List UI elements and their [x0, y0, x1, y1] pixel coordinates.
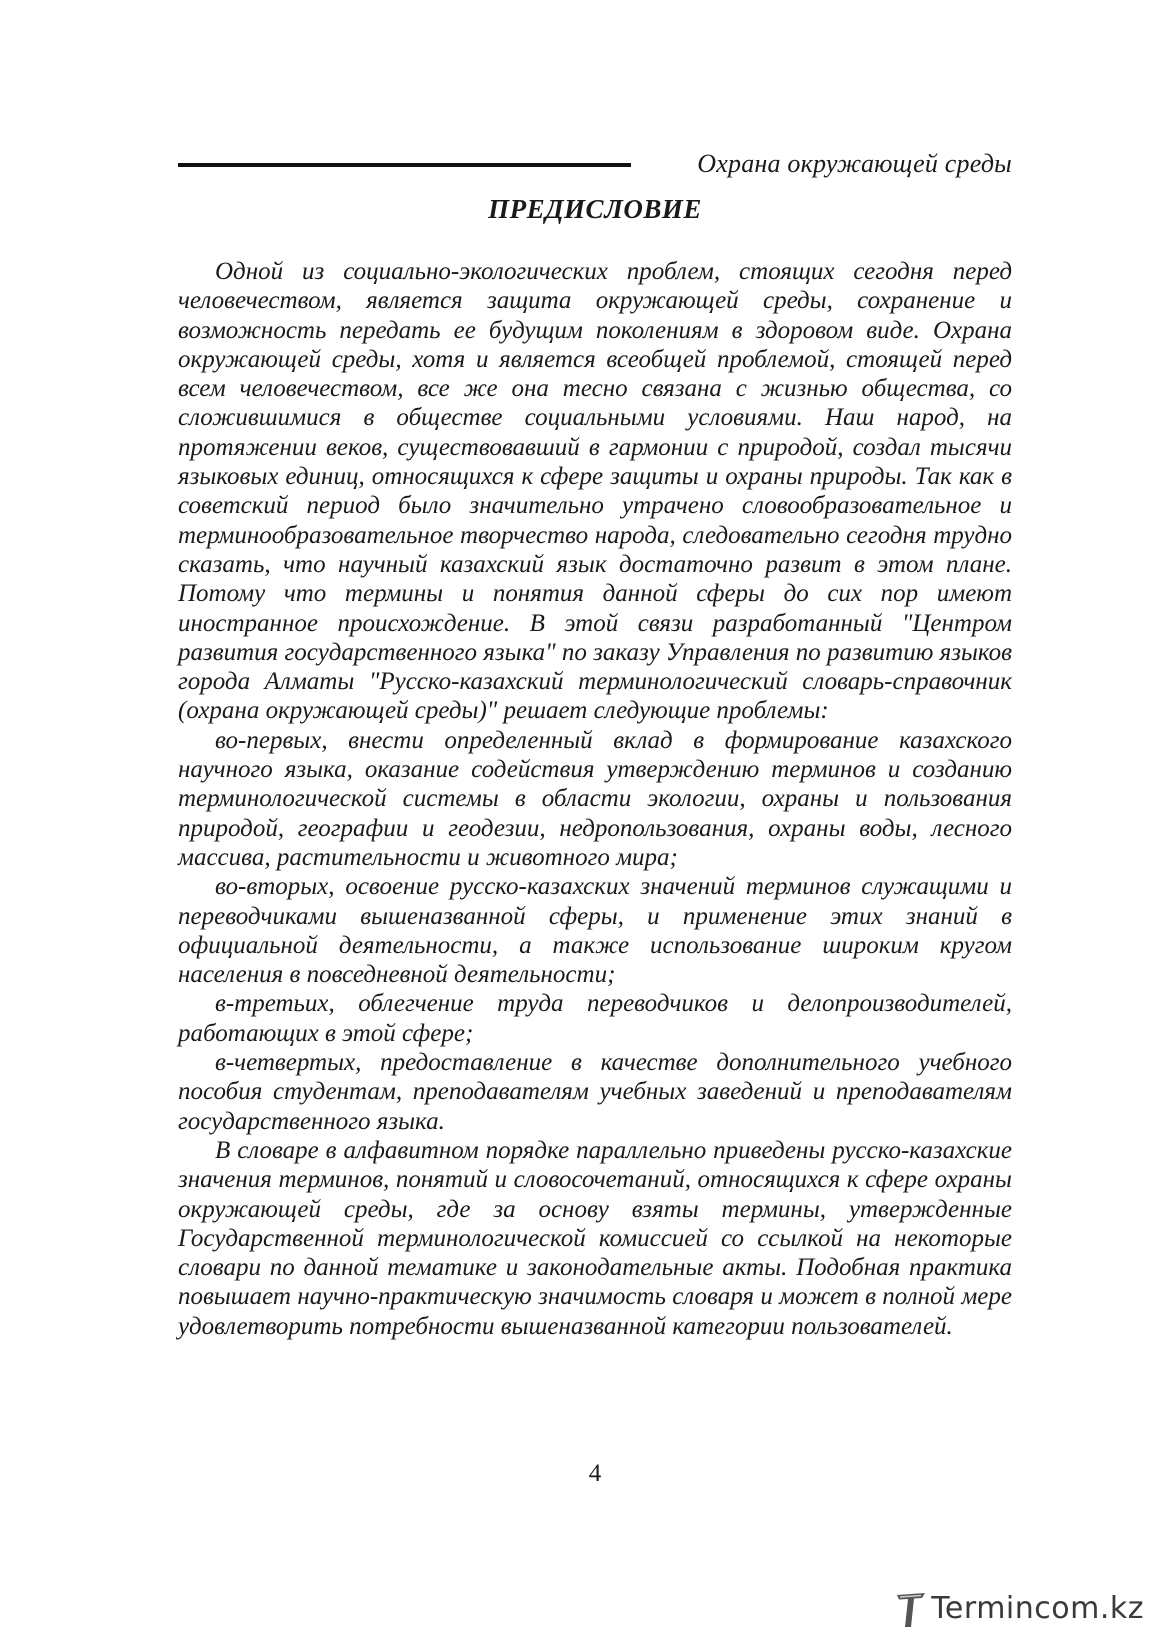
running-header: [178, 146, 1012, 182]
running-title: Охрана окружающей среды: [697, 149, 1012, 178]
header-rule: [178, 163, 631, 167]
paragraph-first: во-первых, внести определенный вклад в формирование казахского научного языка, оказание содействия утверждению терминов и созданию терминологической системы в области экологии, охраны и пользования природой, географии и геодезии, недропользования, охраны воды, лесного массива, растительности и животного мира;: [178, 726, 1012, 871]
watermark: [895, 1583, 1144, 1629]
watermark-text: Termincom.kz: [931, 1591, 1144, 1626]
body-text: [178, 257, 1012, 1341]
paragraph-intro: Одной из социально-экологических проблем, стоящих сегодня перед человечеством, является защита окружающей среды, сохранение и возможность передать ее будущим поколениям в здоровом виде. Охрана окружающей среды, хотя и является всеобщей проблемой, стоящей перед всем человечеством, все же она тесно связана с жизнью общества, со сложившимися в обществе социальными условиями. Наш народ, на протяжении веков, существовавший в гармонии с природой, создал тысячи языковых единиц, относящихся к сфере защиты и охраны природы. Так как в советский период было значительно утрачено словообразовательное и терминообразовательное творчество народа, следовательно сегодня трудно сказать, что научный казахский язык достаточно развит в этом плане. Потому что термины и понятия данной сферы до сих пор имеют иностранное происхождение. В этой связи разработанный "Центром развития государственного языка" по заказу Управления по развитию языков города Алматы "Русско-казахский терминологический словарь-справочник (охрана окружающей среды)" решает следующие проблемы:: [178, 258, 1012, 725]
paragraph-dictionary: В словаре в алфавитном порядке параллельно приведены русско-казахские значения терминов, понятий и словосочетаний, относящихся к сфере охраны окружающей среды, где за основу взяты термины, утвержденные Государственной терминологической комиссией со ссылкой на некоторые словари по данной тематике и законодательные акты. Подобная практика повышает научно-практическую значимость словаря и может в полной мере удовлетворить потребности вышеназванной категории пользователей.: [178, 1136, 1012, 1340]
paragraph-fourth: в-четвертых, предоставление в качестве дополнительного учебного пособия студентам, преподавателям учебных заведений и преподавателям государственного языка.: [178, 1049, 1012, 1135]
termincom-logo-icon: [895, 1589, 929, 1629]
page-number: 4: [588, 1460, 602, 1487]
paragraph-third: в-третьих, облегчение труда переводчиков и делопроизводителей, работающих в этой сфере;: [178, 990, 1012, 1047]
paragraph-second: во-вторых, освоение русско-казахских значений терминов служащими и переводчиками вышеназванной сферы, и применение этих знаний в официальной деятельности, а также использование широким кругом населения в повседневной деятельности;: [178, 873, 1012, 989]
page-title: ПРЕДИСЛОВИЕ: [488, 194, 702, 224]
